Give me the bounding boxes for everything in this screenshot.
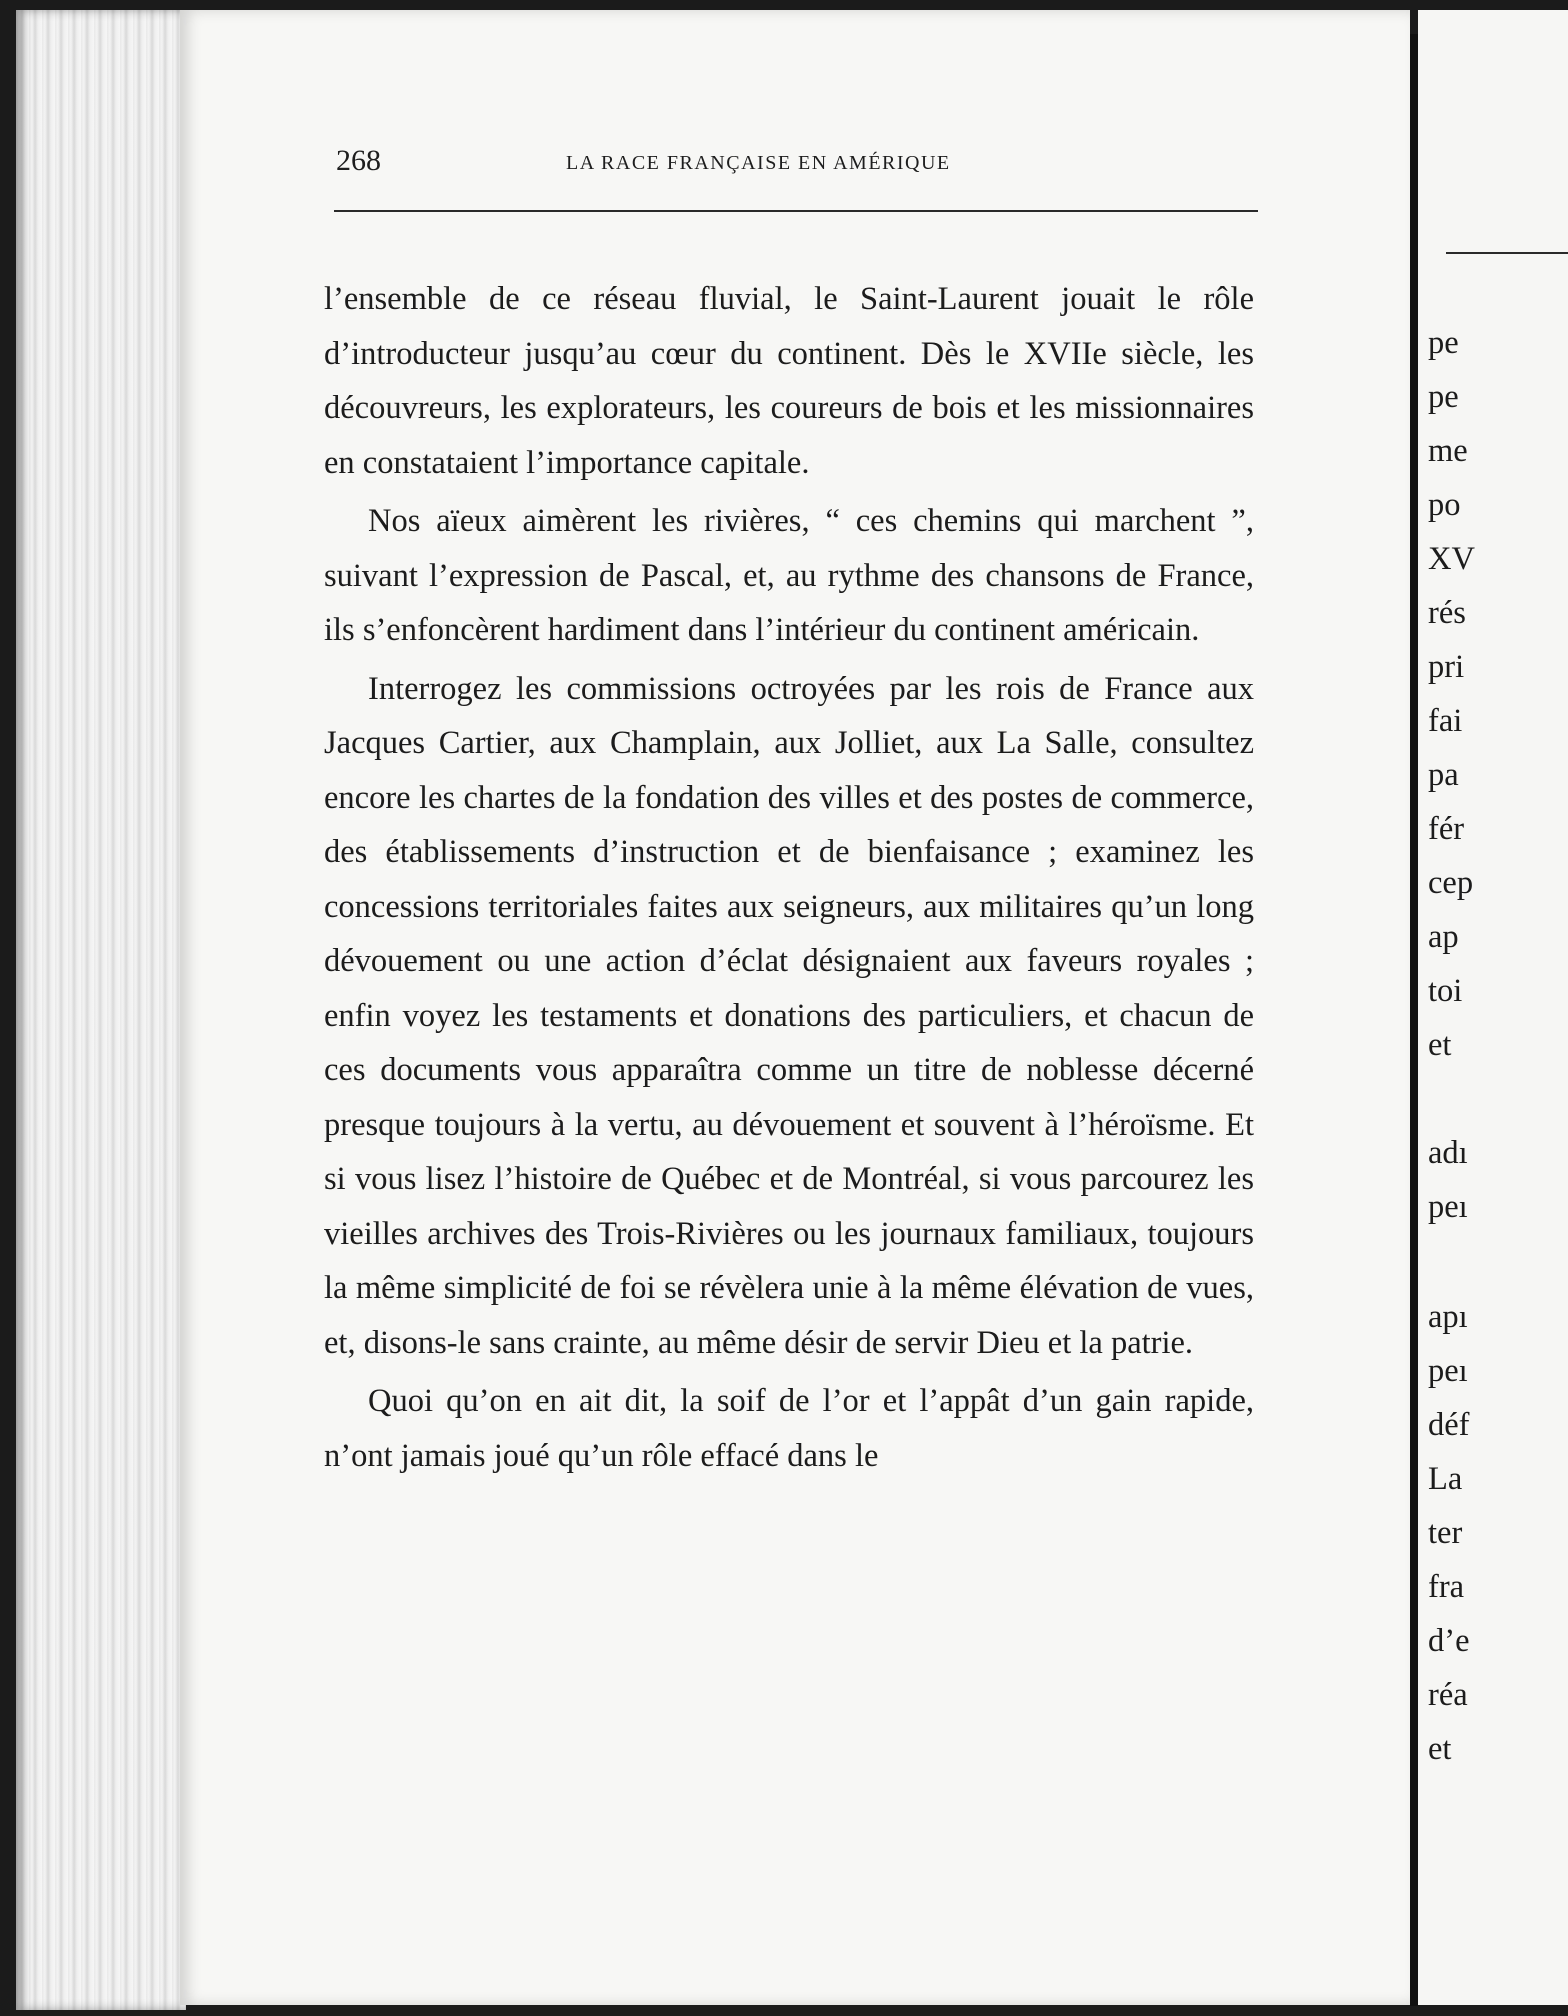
paragraph: l’ensemble de ce réseau fluvial, le Saint-Laurent jouait le rôle d’introducteur jusqu’au cœur du continent. Dès le XVIIe siècle, les découvreurs, les explorateurs, les coureurs de bois et les missionnaires en constataient l’importance capitale. (324, 281, 1254, 481)
right-line-fragment: po (1428, 487, 1461, 523)
right-line-fragment: toi (1428, 973, 1463, 1009)
paragraph: Nos aïeux aimèrent les rivières, “ ces chemins qui marchent ”, suivant l’expression de Pascal, et, au rythme des chansons de France, ils s’enfoncèrent hardiment dans l’intérieur du continent américain. (324, 503, 1254, 648)
body-text (324, 272, 1254, 1487)
right-page (1418, 10, 1568, 2005)
right-line-fragment: fra (1428, 1569, 1465, 1605)
page-number: 268 (336, 144, 381, 177)
right-line-fragment: pa (1428, 757, 1459, 793)
right-line-fragment: XV (1428, 541, 1475, 577)
right-line-fragment: pri (1428, 649, 1465, 685)
right-line-fragment: peı (1428, 1189, 1468, 1225)
paragraph: Interrogez les commissions octroyées par les rois de France aux Jacques Cartier, aux Champlain, aux Jolliet, aux La Salle, consultez encore les chartes de la fondation des villes et des postes de commerce, des établissements d’instruction et de bienfaisance ; examinez les concessions territoriales faites aux seigneurs, aux militaires qu’un long dévouement ou une action d’éclat désignaient aux faveurs royales ; enfin voyez les testaments et donations des particuliers, et chacun de ces documents vous apparaîtra comme un titre de noblesse décerné presque toujours à la vertu, au dévouement et souvent à l’héroïsme. Et si vous lisez l’histoire de Québec et de Montréal, si vous parcourez les vieilles archives des Trois-Rivières ou les journaux familiaux, toujours la même simplicité de foi se révèlera unie à la même élévation de vues, et, disons-le sans crainte, au même désir de servir Dieu et la patrie. (324, 670, 1254, 1361)
right-line-fragment: ter (1428, 1515, 1463, 1551)
book-gutter (1410, 34, 1418, 2006)
right-line-fragment: pe (1428, 325, 1459, 361)
right-line-fragment: rés (1428, 595, 1466, 631)
right-header-rule (1446, 252, 1568, 254)
right-line-fragment: pe (1428, 379, 1459, 415)
right-line-fragment: réa (1428, 1677, 1468, 1713)
page-edges (16, 10, 186, 2010)
header-rule (334, 210, 1258, 212)
right-line-fragment: et (1428, 1731, 1452, 1767)
running-head: LA RACE FRANÇAISE EN AMÉRIQUE (566, 152, 951, 174)
right-line-fragment: fai (1428, 703, 1463, 739)
right-line-fragment: adı (1428, 1135, 1468, 1171)
right-line-fragment: cep (1428, 865, 1474, 901)
right-line-fragment: et (1428, 1027, 1452, 1063)
right-line-fragment: apı (1428, 1299, 1468, 1335)
paragraph: Quoi qu’on en ait dit, la soif de l’or et l’appât d’un gain rapide, n’ont jamais joué qu’un rôle effacé dans le (324, 1383, 1254, 1474)
right-line-fragment: fér (1428, 811, 1465, 847)
right-line-fragment: déf (1428, 1407, 1470, 1443)
right-line-fragment: ap (1428, 919, 1459, 955)
right-line-fragment: d’e (1428, 1623, 1470, 1659)
right-line-fragment: La (1428, 1461, 1463, 1497)
right-line-fragment: peı (1428, 1353, 1468, 1389)
right-line-fragment: me (1428, 433, 1468, 469)
